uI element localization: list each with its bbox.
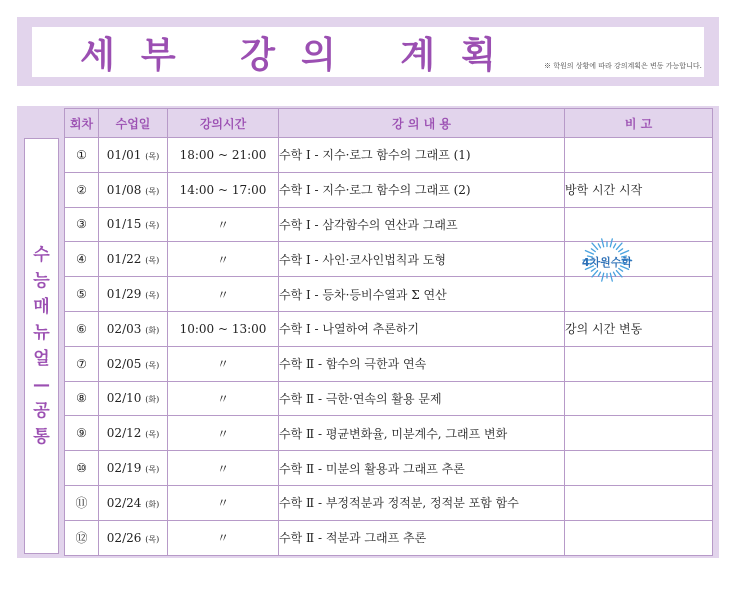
course-label-char: 통 bbox=[33, 427, 50, 447]
session-weekday: (목) bbox=[145, 360, 160, 370]
session-note bbox=[565, 346, 713, 381]
starburst-ray bbox=[610, 273, 612, 281]
table-row bbox=[65, 485, 713, 520]
session-weekday: (목) bbox=[145, 221, 160, 231]
course-label-char: 수 bbox=[33, 245, 50, 265]
session-date bbox=[99, 381, 168, 416]
starburst-ray bbox=[619, 249, 623, 252]
session-date-value: 01/29 bbox=[106, 287, 142, 302]
session-date bbox=[99, 242, 168, 277]
session-content: 수학 Ⅱ - 부정적분과 정적분, 정적분 포함 함수 bbox=[279, 485, 565, 520]
session-number: ② bbox=[65, 172, 99, 207]
session-weekday: (목) bbox=[145, 534, 160, 544]
session-number: ⑫ bbox=[65, 520, 99, 555]
session-date bbox=[99, 485, 168, 520]
session-time: 〃 bbox=[168, 242, 279, 277]
table-row bbox=[65, 138, 713, 173]
header-time: 강의시간 bbox=[168, 109, 279, 138]
session-weekday: (화) bbox=[145, 395, 160, 405]
session-time: 〃 bbox=[168, 416, 279, 451]
header-date: 수업일 bbox=[99, 109, 168, 138]
starburst-ray bbox=[592, 243, 598, 249]
session-number: ⑤ bbox=[65, 277, 99, 312]
table-row bbox=[65, 172, 713, 207]
table-row bbox=[65, 451, 713, 486]
session-date bbox=[99, 172, 168, 207]
table-header-row bbox=[65, 109, 713, 138]
session-note bbox=[565, 138, 713, 173]
session-number: ⑩ bbox=[65, 451, 99, 486]
session-weekday: (목) bbox=[145, 291, 160, 301]
session-content: 수학 Ⅰ - 지수·로그 함수의 그래프 (1) bbox=[279, 138, 565, 173]
session-date bbox=[99, 346, 168, 381]
schedule-table bbox=[64, 108, 713, 556]
session-time: 10:00 ~ 13:00 bbox=[168, 311, 279, 346]
starburst-ray bbox=[610, 239, 612, 247]
session-date bbox=[99, 416, 168, 451]
session-date bbox=[99, 207, 168, 242]
brand-badge-label: 4차원수학 bbox=[581, 256, 633, 269]
session-date-value: 02/03 bbox=[106, 321, 142, 336]
session-content: 수학 Ⅰ - 나열하여 추론하기 bbox=[279, 311, 565, 346]
session-number: ⑥ bbox=[65, 311, 99, 346]
starburst-ray bbox=[598, 244, 600, 248]
course-label bbox=[25, 139, 58, 553]
course-label-char: 매 bbox=[33, 297, 50, 317]
session-date-value: 01/01 bbox=[106, 147, 142, 162]
session-date-value: 02/19 bbox=[106, 461, 142, 476]
starburst-ray bbox=[598, 272, 600, 276]
session-date bbox=[99, 451, 168, 486]
session-content: 수학 Ⅱ - 극한·연속의 활용 문제 bbox=[279, 381, 565, 416]
session-number: ⑨ bbox=[65, 416, 99, 451]
starburst-ray bbox=[614, 244, 616, 248]
starburst-ray bbox=[602, 239, 604, 247]
starburst-ray bbox=[591, 249, 595, 252]
session-time: 〃 bbox=[168, 346, 279, 381]
starburst-ray bbox=[616, 271, 622, 277]
header-no: 회차 bbox=[65, 109, 99, 138]
table-row bbox=[65, 416, 713, 451]
session-weekday: (목) bbox=[145, 465, 160, 475]
session-date-value: 02/12 bbox=[106, 426, 142, 441]
session-number: ③ bbox=[65, 207, 99, 242]
session-number: ⑪ bbox=[65, 485, 99, 520]
session-date bbox=[99, 138, 168, 173]
session-date bbox=[99, 520, 168, 555]
session-weekday: (화) bbox=[145, 499, 160, 509]
session-content: 수학 Ⅱ - 함수의 극한과 연속 bbox=[279, 346, 565, 381]
session-note bbox=[565, 520, 713, 555]
session-date-value: 01/22 bbox=[106, 252, 142, 267]
session-time: 14:00 ~ 17:00 bbox=[168, 172, 279, 207]
table-row bbox=[65, 520, 713, 555]
session-content: 수학 Ⅰ - 삼각함수의 연산과 그래프 bbox=[279, 207, 565, 242]
session-weekday: (목) bbox=[145, 186, 160, 196]
session-time: 〃 bbox=[168, 381, 279, 416]
session-content: 수학 Ⅰ - 사인·코사인법칙과 도형 bbox=[279, 242, 565, 277]
title-box bbox=[32, 27, 704, 77]
session-content: 수학 Ⅱ - 적분과 그래프 추론 bbox=[279, 520, 565, 555]
session-weekday: (화) bbox=[145, 325, 160, 335]
session-weekday: (목) bbox=[145, 430, 160, 440]
header-note: 비 고 bbox=[565, 109, 713, 138]
session-time: 〃 bbox=[168, 485, 279, 520]
course-label-char: 뉴 bbox=[33, 323, 50, 343]
table-row bbox=[65, 346, 713, 381]
session-time: 〃 bbox=[168, 207, 279, 242]
starburst-ray bbox=[602, 273, 604, 281]
table-row bbox=[65, 311, 713, 346]
session-weekday: (목) bbox=[145, 151, 160, 161]
session-date-value: 02/10 bbox=[106, 391, 142, 406]
session-date bbox=[99, 311, 168, 346]
course-label-char: 능 bbox=[33, 271, 50, 291]
header-content: 강 의 내 용 bbox=[279, 109, 565, 138]
session-content: 수학 Ⅱ - 평균변화율, 미분계수, 그래프 변화 bbox=[279, 416, 565, 451]
course-label-char: 공 bbox=[33, 401, 50, 421]
session-date bbox=[99, 277, 168, 312]
course-label-char: 얼 bbox=[33, 349, 50, 369]
course-label-char: — bbox=[33, 375, 50, 395]
session-content: 수학 Ⅰ - 등차·등비수열과 Σ 연산 bbox=[279, 277, 565, 312]
starburst-ray bbox=[614, 272, 616, 276]
session-content: 수학 Ⅱ - 미분의 활용과 그래프 추론 bbox=[279, 451, 565, 486]
session-date-value: 02/05 bbox=[106, 356, 142, 371]
session-time: 〃 bbox=[168, 451, 279, 486]
session-time: 〃 bbox=[168, 520, 279, 555]
session-date-value: 01/08 bbox=[106, 182, 142, 197]
session-note bbox=[565, 416, 713, 451]
session-number: ④ bbox=[65, 242, 99, 277]
starburst-ray bbox=[616, 243, 622, 249]
session-number: ⑧ bbox=[65, 381, 99, 416]
session-content: 수학 Ⅰ - 지수·로그 함수의 그래프 (2) bbox=[279, 172, 565, 207]
session-date-value: 02/26 bbox=[106, 530, 142, 545]
page-title: 세부 강의 계획 bbox=[80, 34, 522, 76]
title-note: ※ 학원의 상황에 따라 강의계획은 변동 가능합니다. bbox=[544, 62, 702, 70]
table-row bbox=[65, 381, 713, 416]
session-note bbox=[565, 451, 713, 486]
brand-badge bbox=[576, 236, 638, 286]
session-time: 〃 bbox=[168, 277, 279, 312]
course-sidebar bbox=[24, 138, 59, 554]
session-note bbox=[565, 485, 713, 520]
session-number: ① bbox=[65, 138, 99, 173]
session-note bbox=[565, 381, 713, 416]
session-date-value: 02/24 bbox=[106, 495, 142, 510]
session-date-value: 01/15 bbox=[106, 217, 142, 232]
session-note: 강의 시간 변동 bbox=[565, 311, 713, 346]
session-weekday: (목) bbox=[145, 256, 160, 266]
starburst-ray bbox=[592, 271, 598, 277]
session-time: 18:00 ~ 21:00 bbox=[168, 138, 279, 173]
session-number: ⑦ bbox=[65, 346, 99, 381]
session-note: 방학 시간 시작 bbox=[565, 172, 713, 207]
